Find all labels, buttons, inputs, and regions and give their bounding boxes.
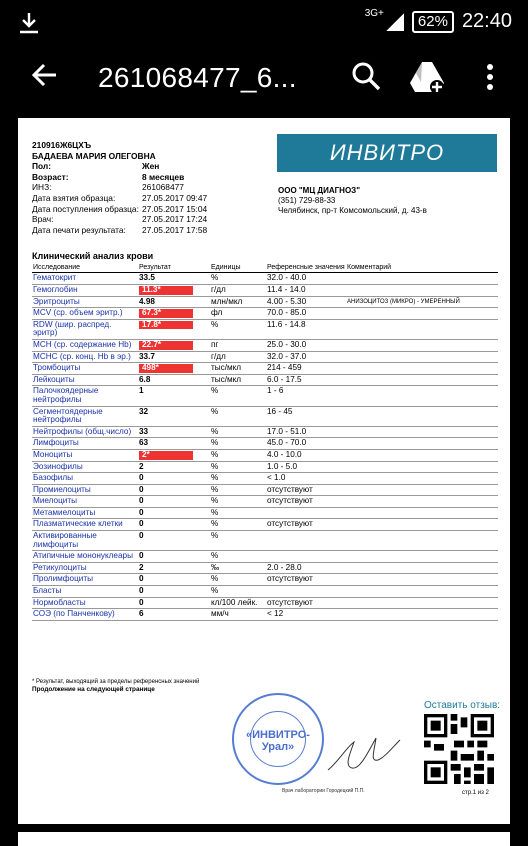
patient-field-label: Врач: [32, 214, 54, 225]
test-name: Моноциты [32, 449, 138, 461]
table-row [32, 473, 498, 485]
table-row [32, 507, 498, 519]
test-name: Плазматические клетки [32, 519, 138, 531]
test-name: Активированные лимфоциты [32, 531, 138, 551]
test-reference: 25.0 - 30.0 [266, 339, 346, 351]
test-result: 32 [138, 406, 210, 426]
test-result [138, 363, 210, 375]
clock: 22:40 [461, 10, 512, 32]
patient-field-value: 27.05.2017 15:04 [142, 203, 208, 214]
patient-row [32, 172, 207, 183]
test-reference: отсутствуют [266, 496, 346, 508]
continued-text: Продолжение на следующей странице [32, 686, 155, 693]
test-unit: % [210, 461, 266, 473]
col-header: Результат [138, 263, 210, 273]
patient-field-label: Дата взятия образца: [32, 192, 116, 203]
test-result: 0 [138, 496, 210, 508]
test-comment [346, 574, 498, 586]
table-row [32, 597, 498, 609]
test-unit: % [210, 574, 266, 586]
patient-header [32, 140, 207, 235]
test-reference: 214 - 459 [266, 363, 346, 375]
stamp-text: «ИНВИТРО-Урал» [246, 729, 310, 753]
test-name: Промиелоциты [32, 484, 138, 496]
test-unit: % [210, 449, 266, 461]
test-reference: отсутствуют [266, 574, 346, 586]
patient-name: БАДАЕВА МАРИЯ ОЛЕГОВНА [32, 150, 156, 161]
test-name: Гемоглобин [32, 285, 138, 297]
test-result: 6 [138, 609, 210, 621]
test-unit: тыс/мкл [210, 363, 266, 375]
test-reference [266, 507, 346, 519]
test-result: 0 [138, 507, 210, 519]
test-result: 2 [138, 562, 210, 574]
test-unit: г/дл [210, 285, 266, 297]
test-reference: 2.0 - 28.0 [266, 562, 346, 574]
test-name: Эритроциты [32, 296, 138, 308]
test-unit: % [210, 519, 266, 531]
test-name: MCH (ср. содержание Hb) [32, 339, 138, 351]
test-name: MCV (ср. объем эритр.) [32, 308, 138, 320]
test-name: Лейкоциты [32, 374, 138, 386]
test-unit: % [210, 273, 266, 285]
patient-field-label: Возраст: [32, 171, 69, 182]
table-row [32, 319, 498, 339]
test-unit: % [210, 586, 266, 598]
doctor-name: Врач лаборатории Городецкий П.П. [282, 788, 365, 794]
patient-field-value: 27.05.2017 17:24 [142, 214, 208, 225]
patient-field-value: 261068477 [142, 182, 184, 193]
test-result: 0 [138, 574, 210, 586]
test-comment [346, 484, 498, 496]
test-comment [346, 308, 498, 320]
test-comment [346, 507, 498, 519]
col-header: Комментарий [346, 263, 498, 273]
test-unit: пг [210, 339, 266, 351]
patient-row [32, 225, 207, 236]
test-name: Метамиелоциты [32, 507, 138, 519]
table-row [32, 562, 498, 574]
test-comment [346, 386, 498, 406]
col-header: Единицы [210, 263, 266, 273]
table-row [32, 351, 498, 363]
patient-code: 210916Ж6ЦХЪ [32, 140, 92, 150]
abnormal-flag: 67.3* [139, 309, 193, 318]
patient-field-label: Дата печати результата: [32, 224, 126, 235]
review-label: Оставить отзыв: [424, 700, 501, 711]
test-name: Нормобласты [32, 597, 138, 609]
test-result [138, 285, 210, 297]
test-name: Тромбоциты [32, 363, 138, 375]
test-comment [346, 319, 498, 339]
test-result: 1 [138, 386, 210, 406]
test-result: 33.7 [138, 351, 210, 363]
patient-field-label: Пол: [32, 161, 52, 172]
table-row [32, 484, 498, 496]
test-comment [346, 562, 498, 574]
lab-phone: (351) 729-88-33 [278, 196, 336, 205]
test-name: MCHC (ср. конц. Hb в эр.) [32, 351, 138, 363]
footnote [32, 678, 199, 694]
test-reference: 4.00 - 5.30 [266, 296, 346, 308]
table-row [32, 339, 498, 351]
test-result [138, 339, 210, 351]
test-comment [346, 531, 498, 551]
table-row [32, 273, 498, 285]
test-comment [346, 285, 498, 297]
test-result: 0 [138, 531, 210, 551]
table-row [32, 296, 498, 308]
test-comment [346, 363, 498, 375]
test-unit: % [210, 496, 266, 508]
test-unit: % [210, 551, 266, 563]
test-comment [346, 597, 498, 609]
patient-row [32, 193, 207, 204]
table-row [32, 285, 498, 297]
table-row [32, 586, 498, 598]
test-reference: 32.0 - 37.0 [266, 351, 346, 363]
test-reference: < 1.0 [266, 473, 346, 485]
patient-row [32, 204, 207, 215]
test-comment [346, 586, 498, 598]
test-unit: % [210, 507, 266, 519]
table-row [32, 519, 498, 531]
test-comment [346, 519, 498, 531]
test-comment [346, 473, 498, 485]
test-unit: % [210, 319, 266, 339]
test-comment: АНИЗОЦИТОЗ (МИКРО) - УМЕРЕННЫЙ [346, 296, 498, 308]
col-header: Исследование [32, 263, 138, 273]
test-unit: кл/100 лейк. [210, 597, 266, 609]
abnormal-flag: 2* [139, 451, 193, 460]
test-comment [346, 273, 498, 285]
test-unit: ‰ [210, 562, 266, 574]
test-name: Нейтрофилы (общ.число) [32, 426, 138, 438]
qr-code[interactable] [424, 714, 494, 784]
table-row [32, 609, 498, 621]
test-unit: фл [210, 308, 266, 320]
test-reference: 4.0 - 10.0 [266, 449, 346, 461]
patient-field-value: 8 месяцев [142, 171, 185, 182]
test-unit: % [210, 426, 266, 438]
patient-field-value: Жен [142, 161, 160, 172]
test-result: 63 [138, 438, 210, 450]
table-row [32, 406, 498, 426]
search-icon[interactable] [348, 58, 384, 94]
test-result [138, 449, 210, 461]
signal-icon [386, 13, 404, 31]
table-row [32, 461, 498, 473]
lab-name: ООО "МЦ ДИАГНОЗ" [278, 186, 360, 195]
test-result: 33 [138, 426, 210, 438]
table-row [32, 308, 498, 320]
invitro-logo: ИНВИТРО [277, 134, 497, 172]
test-reference: 16 - 45 [266, 406, 346, 426]
table-row [32, 531, 498, 551]
test-comment [346, 426, 498, 438]
test-reference: отсутствуют [266, 597, 346, 609]
test-comment [346, 339, 498, 351]
test-reference [266, 551, 346, 563]
test-unit: % [210, 438, 266, 450]
test-result: 0 [138, 484, 210, 496]
patient-row [32, 182, 207, 193]
test-result: 0 [138, 597, 210, 609]
table-row [32, 574, 498, 586]
col-header: Референсные значения [267, 264, 345, 271]
test-unit: % [210, 406, 266, 426]
test-unit: % [210, 386, 266, 406]
abnormal-flag: 22.7* [139, 341, 193, 350]
table-row [32, 374, 498, 386]
footnote-text: * Результат, выходящий за пределы референсных значений [32, 679, 200, 685]
test-reference: 70.0 - 85.0 [266, 308, 346, 320]
test-result [138, 319, 210, 339]
table-row [32, 426, 498, 438]
next-page-edge[interactable] [18, 832, 510, 846]
test-reference: 17.0 - 51.0 [266, 426, 346, 438]
test-result: 4.98 [138, 296, 210, 308]
page-number: стр.1 из 2 [462, 790, 489, 796]
test-reference: 32.0 - 40.0 [266, 273, 346, 285]
test-result [138, 308, 210, 320]
test-name: Эозинофилы [32, 461, 138, 473]
download-icon [16, 10, 42, 43]
abnormal-flag: 11.3* [139, 286, 193, 295]
test-name: Ретикулоциты [32, 562, 138, 574]
test-name: Атипичные мононуклеары [32, 551, 138, 563]
test-name: Бласты [32, 586, 138, 598]
test-name: Пролимфоциты [32, 574, 138, 586]
patient-row [32, 214, 207, 225]
test-unit: мм/ч [210, 609, 266, 621]
table-row [32, 363, 498, 375]
test-reference [266, 531, 346, 551]
test-unit: г/дл [210, 351, 266, 363]
test-result: 6.8 [138, 374, 210, 386]
document-title: 261068477_6... [98, 62, 297, 93]
test-result: 0 [138, 586, 210, 598]
test-unit: % [210, 484, 266, 496]
battery-indicator: 62% [412, 11, 454, 33]
add-to-drive-icon[interactable] [408, 58, 446, 96]
pdf-page[interactable] [18, 118, 510, 824]
test-comment [346, 461, 498, 473]
table-row [32, 551, 498, 563]
patient-field-value: 27.05.2017 09:47 [142, 192, 208, 203]
test-comment [346, 351, 498, 363]
test-reference: 6.0 - 17.5 [266, 374, 346, 386]
test-reference: < 12 [266, 609, 346, 621]
test-result: 2 [138, 461, 210, 473]
test-reference: 11.6 - 14.8 [266, 319, 346, 339]
test-reference: отсутствуют [266, 519, 346, 531]
patient-field-value: 27.05.2017 17:58 [142, 224, 208, 235]
table-row [32, 386, 498, 406]
test-reference: отсутствуют [266, 484, 346, 496]
test-comment [346, 374, 498, 386]
lab-info [278, 186, 427, 216]
test-result: 0 [138, 519, 210, 531]
test-unit: тыс/мкл [210, 374, 266, 386]
network-type: 3G+ [364, 8, 384, 19]
status-bar [0, 0, 528, 48]
table-row [32, 496, 498, 508]
test-name: Базофилы [32, 473, 138, 485]
test-name: Миелоциты [32, 496, 138, 508]
lab-stamp [232, 693, 324, 785]
test-result: 33.5 [138, 273, 210, 285]
table-row [32, 449, 498, 461]
test-result: 0 [138, 473, 210, 485]
test-name: Гематокрит [32, 273, 138, 285]
test-comment [346, 438, 498, 450]
section-title: Клинический анализ крови [32, 251, 154, 261]
test-comment [346, 609, 498, 621]
patient-row [32, 161, 207, 172]
more-options-icon[interactable] [478, 60, 502, 94]
signature [324, 728, 404, 778]
test-comment [346, 496, 498, 508]
test-comment [346, 406, 498, 426]
test-reference: 1.0 - 5.0 [266, 461, 346, 473]
test-name: RDW (шир. распред. эритр) [32, 319, 138, 339]
test-reference [266, 586, 346, 598]
test-comment [346, 551, 498, 563]
test-reference: 1 - 6 [266, 386, 346, 406]
back-arrow-icon[interactable] [30, 60, 60, 96]
table-row [32, 438, 498, 450]
results-table [32, 263, 498, 621]
abnormal-flag: 498* [139, 364, 193, 373]
test-reference: 11.4 - 14.0 [266, 285, 346, 297]
app-toolbar [0, 48, 528, 110]
abnormal-flag: 17.8* [139, 321, 193, 330]
test-reference: 45.0 - 70.0 [266, 438, 346, 450]
test-name: Сегментоядерные нейтрофилы [32, 406, 138, 426]
patient-field-label: Дата поступления образца: [32, 203, 139, 214]
test-unit: млн/мкл [210, 296, 266, 308]
test-name: Лимфоциты [32, 438, 138, 450]
test-unit: % [210, 473, 266, 485]
test-name: СОЭ (по Панченкову) [32, 609, 138, 621]
test-result: 0 [138, 551, 210, 563]
test-comment [346, 449, 498, 461]
patient-field-label: ИНЗ: [32, 182, 52, 193]
test-name: Палочкоядерные нейтрофилы [32, 386, 138, 406]
lab-address: Челябинск, пр-т Комсомольский, д. 43-в [278, 206, 427, 215]
test-unit: % [210, 531, 266, 551]
